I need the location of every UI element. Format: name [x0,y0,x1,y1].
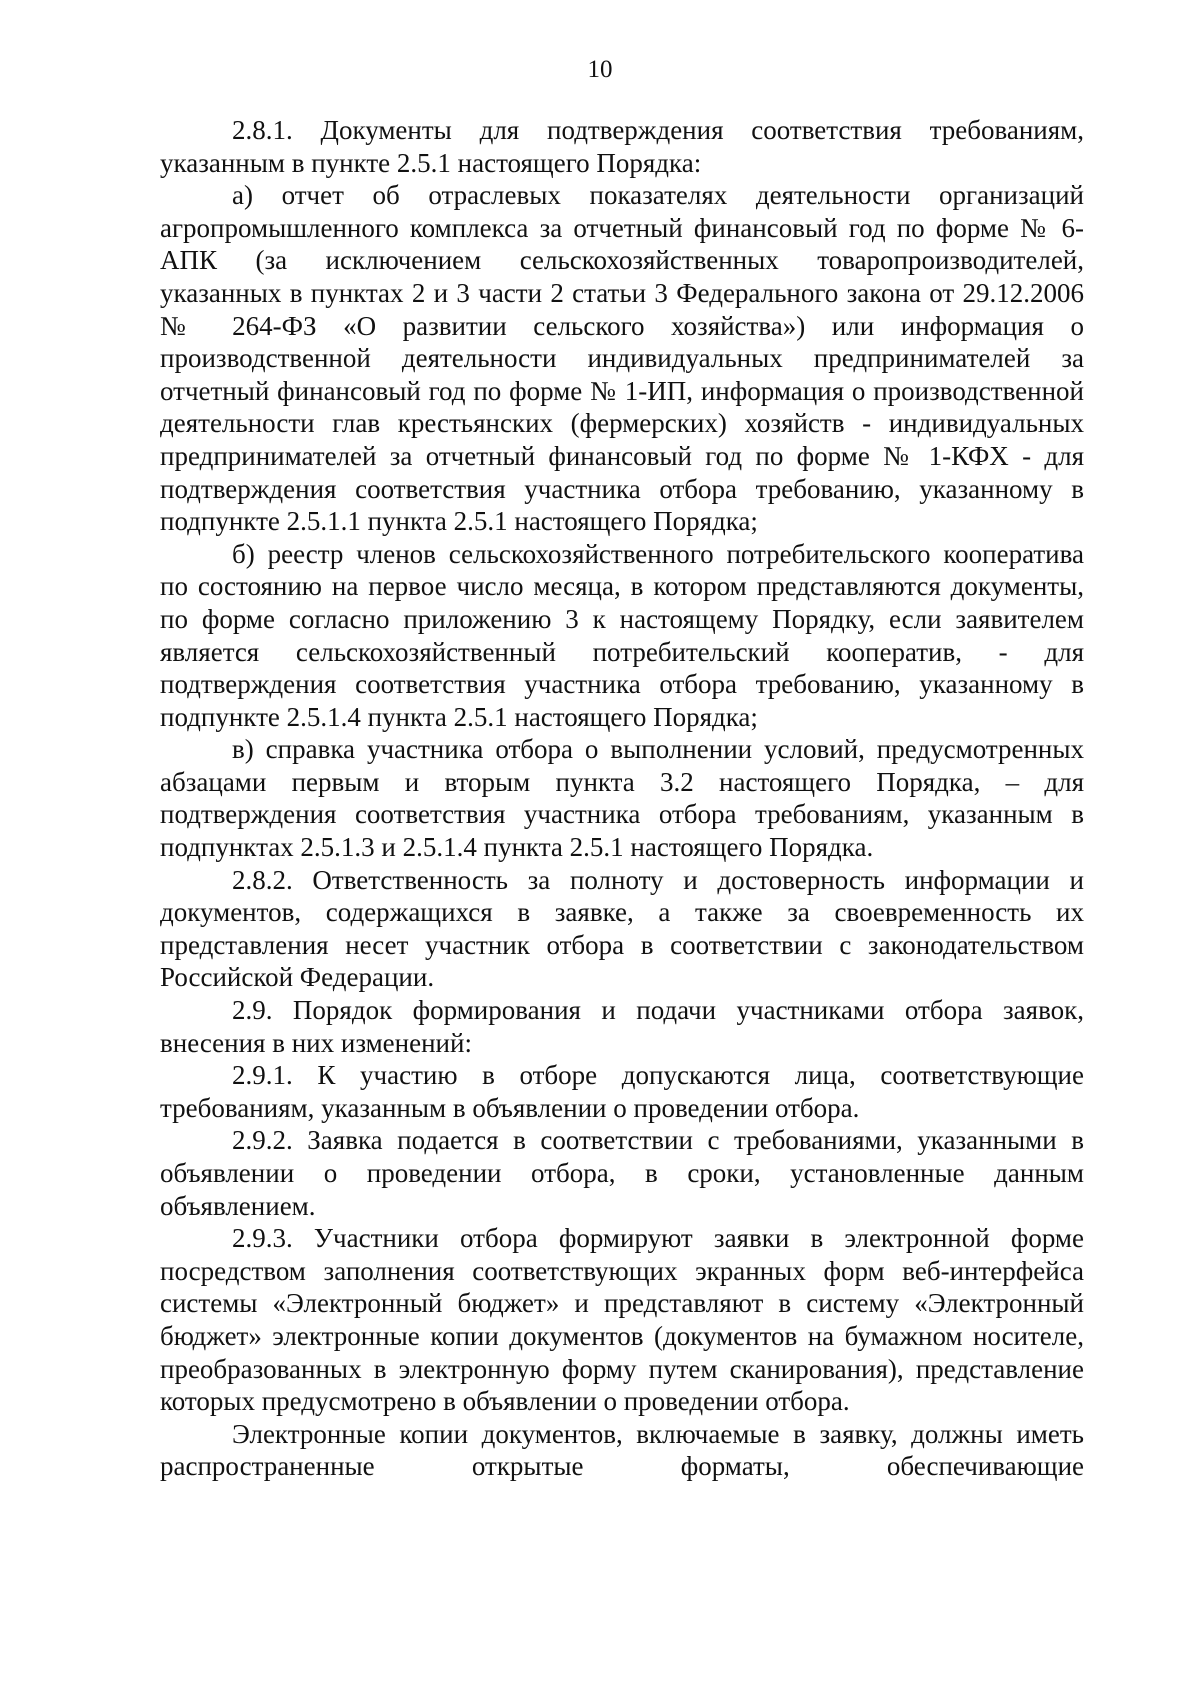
paragraph-2-8-1: 2.8.1. Документы для подтверждения соответствия требованиям, указанным в пункте 2.5.1 настоящего Порядка: [160,115,1084,178]
page-number: 10 [587,56,613,83]
paragraph-2-8-1-v: в) справка участника отбора о выполнении условий, предусмотренных абзацами первым и вторым пункта 3.2 настоящего Порядка, – для подтверждения соответствия участника отбора требованиям, указанным в подпунктах 2.5.1.3 и 2.5.1.4 пункта 2.5.1 настоящего Порядка. [160,734,1084,863]
paragraph-2-9-3: 2.9.3. Участники отбора формируют заявки в электронной форме посредством заполнения соответствующих экранных форм веб-интерфейса системы «Электронный бюджет» и представляют в систему «Электронный бюджет» электронные копии документов (документов на бумажном носителе, преобразованных в электронную форму путем сканирования), представление которых предусмотрено в объявлении о проведении отбора. [160,1223,1084,1417]
paragraph-2-9-2: 2.9.2. Заявка подается в соответствии с требованиями, указанными в объявлении о проведении отбора, в сроки, установленные данным объявлением. [160,1125,1084,1221]
paragraph-2-8-1-a: а) отчет об отраслевых показателях деятельности организаций агропромышленного комплекса за отчетный финансовый год по форме № 6-АПК (за исключением сельскохозяйственных товаропроизводителей, указанных в пунктах 2 и 3 части 2 статьи 3 Федерального закона от 29.12.2006 № 264-ФЗ «О развитии сельского хозяйства») или информация о производственной деятельности индивидуальных предпринимателей за отчетный финансовый год по форме № 1-ИП, информация о производственной деятельности глав крестьянских (фермерских) хозяйств - индивидуальных предпринимателей за отчетный финансовый год по форме № 1-КФХ - для подтверждения соответствия участника отбора требованию, указанному в подпункте 2.5.1.1 пункта 2.5.1 настоящего Порядка; [160,180,1084,537]
paragraph-electronic-copies: Электронные копии документов, включаемые в заявку, должны иметь распространенные открытые форматы, обеспечивающие [160,1418,1084,1482]
paragraph-2-8-2: 2.8.2. Ответственность за полноту и достоверность информации и документов, содержащихся в заявке, а также за своевременность их представления несет участник отбора в соответствии с законодательством Российской Федерации. [160,864,1084,993]
document-body [160,114,1084,1483]
paragraph-2-8-1-b: б) реестр членов сельскохозяйственного потребительского кооператива по состоянию на первое число месяца, в котором представляются документы, по форме согласно приложению 3 к настоящему Порядку, если заявителем является сельскохозяйственный потребительский кооператив, - для подтверждения соответствия участника отбора требованию, указанному в подпункте 2.5.1.4 пункта 2.5.1 настоящего Порядка; [160,538,1084,732]
paragraph-2-9-1: 2.9.1. К участию в отборе допускаются лица, соответствующие требованиям, указанным в объявлении о проведении отбора. [160,1060,1084,1123]
paragraph-2-9: 2.9. Порядок формирования и подачи участниками отбора заявок, внесения в них изменений: [160,995,1084,1058]
